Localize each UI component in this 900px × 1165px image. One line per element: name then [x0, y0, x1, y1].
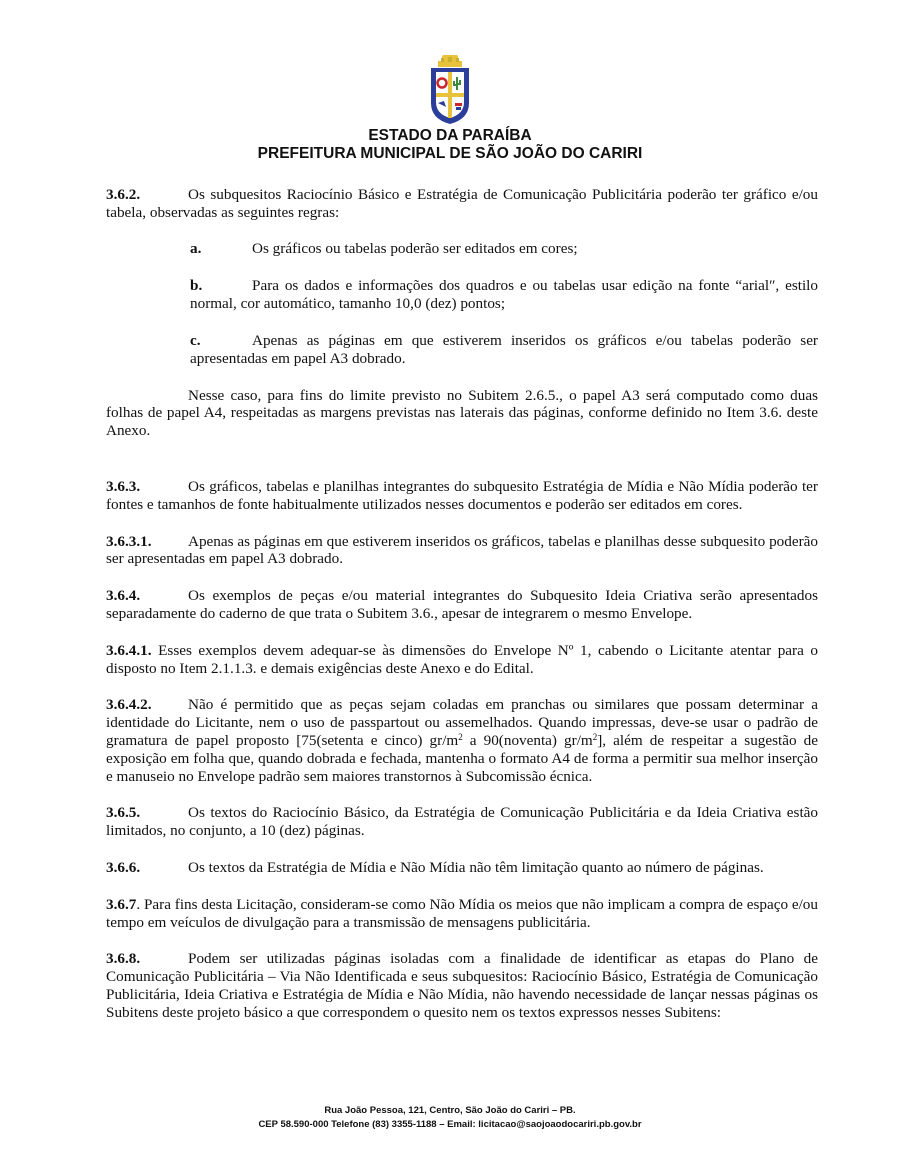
section-3-6-4-1	[106, 642, 818, 678]
footer-contact: CEP 58.590-000 Telefone (83) 3355-1188 – Email: licitacao@saojoaodocariri.pb.gov.br	[258, 1119, 642, 1130]
section-3-6-5	[106, 804, 818, 840]
rule-b	[190, 277, 818, 313]
rule-text: Apenas as páginas em que estiverem inseridos os gráficos e/ou tabelas poderão ser apresentadas em papel A3 dobrado.	[190, 331, 818, 367]
section-3-6-6	[106, 859, 818, 877]
section-3-6-3	[106, 478, 818, 514]
section-number: 3.6.6.	[106, 858, 141, 876]
section-text: Os gráficos, tabelas e planilhas integrantes do subquesito Estratégia de Mídia e Não Mídia poderão ter fontes e tamanhos de fonte habitualmente utilizados nesses documentos e poderão ser editados em cores.	[106, 477, 818, 513]
superscript-2: 2	[458, 731, 463, 742]
section-3-6-4	[106, 587, 818, 623]
section-text-c: ], além de respeitar a sugestão de exposição em folha que, quando dobrada e fechada, mantenha o formato A4 de forma a permitir sua melhor inserção e manuseio no Envelope padrão sem maiores transtornos à Subcomissão écnica.	[106, 731, 818, 785]
section-text: Os textos da Estratégia de Mídia e Não Mídia não têm limitação quanto ao número de páginas.	[188, 858, 764, 876]
section-text: Esses exemplos devem adequar-se às dimensões do Envelope Nº 1, cabendo o Licitante atentar para o disposto no Item 2.1.1.3. e demais exigências deste Anexo e do Edital.	[106, 641, 818, 677]
section-text: Os exemplos de peças e/ou material integrantes do Subquesito Ideia Criativa serão apresentados separadamente do caderno de que trata o Subitem 3.6., apesar de integrarem o mesmo Envelope.	[106, 587, 818, 622]
rule-a	[190, 240, 818, 258]
rule-text: Para os dados e informações dos quadros e ou tabelas usar edição na fonte “arial″, estilo normal, cor automático, tamanho 10,0 (dez) pontos;	[190, 277, 818, 313]
section-number: 3.6.8.	[106, 950, 141, 968]
municipal-crest-icon	[428, 55, 472, 125]
footer-address: Rua João Pessoa, 121, Centro, São João do Cariri – PB.	[324, 1105, 576, 1116]
section-number: 3.6.3.	[106, 477, 141, 495]
section-text-b: a 90(noventa) gr/m	[462, 731, 593, 749]
section-number: 3.6.5.	[106, 804, 141, 822]
section-text-a: Não é permitido que as peças sejam coladas em pranchas ou similares que possam determinar a identidade do Licitante, nem o uso de passpartout ou assemelhados. Quando impressas, deve-se usar o padrão de gramatura de papel proposto [75(setenta e cinco) gr/m	[106, 696, 818, 749]
section-3-6-7	[106, 896, 818, 932]
document-footer	[0, 1104, 900, 1132]
section-3-6-3-1	[106, 533, 818, 569]
section-3-6-8	[106, 950, 818, 1021]
document-body	[106, 186, 818, 1022]
section-text: Podem ser utilizadas páginas isoladas com a finalidade de identificar as etapas do Plano de Comunicação Publicitária – Via Não Identificada e seus subquesitos: Raciocínio Básico, Estratégia de Comunicação Publicitária, Ideia Criativa e Estratégia de Mídia e Não Mídia, não havendo necessidade de lançar nessas páginas os Subitens deste projeto básico a que correspondem o quesito nem os textos expressos nesses Subitens:	[106, 950, 818, 1021]
rule-letter: b.	[190, 277, 203, 295]
section-3-6-2	[106, 186, 818, 222]
header-state: ESTADO DA PARAÍBA	[368, 127, 532, 144]
section-number: 3.6.4.	[106, 587, 141, 605]
paragraph-nesse-caso: Nesse caso, para fins do limite previsto no Subitem 2.6.5., o papel A3 será computado como duas folhas de papel A4, respeitadas as margens previstas nas laterais das páginas, conforme definido no Item 3.6. deste Anexo.	[106, 386, 818, 440]
section-text: Os textos do Raciocínio Básico, da Estratégia de Comunicação Publicitária e da Ideia Criativa estão limitados, no conjunto, a 10 (dez) páginas.	[106, 804, 818, 840]
rule-letter: c.	[190, 331, 201, 349]
section-text: . Para fins desta Licitação, consideram-se como Não Mídia os meios que não implicam a compra de espaço e/ou tempo em veículos de divulgação para a transmissão de mensagens publicitária.	[106, 895, 818, 931]
section-number: 3.6.3.1.	[106, 532, 152, 550]
document-header	[0, 127, 900, 163]
section-number: 3.6.7	[106, 895, 137, 913]
rule-text: Os gráficos ou tabelas poderão ser editados em cores;	[252, 239, 578, 257]
section-number: 3.6.4.2.	[106, 696, 152, 714]
superscript-2: 2	[592, 731, 598, 742]
header-prefecture: PREFEITURA MUNICIPAL DE SÃO JOÃO DO CARIRI	[257, 145, 643, 162]
section-3-6-4-2	[106, 696, 818, 785]
section-text: Apenas as páginas em que estiverem inseridos os gráficos, tabelas e planilhas desse subquesito poderão ser apresentadas em papel A3 dobrado.	[106, 532, 818, 568]
rule-letter: a.	[190, 239, 202, 257]
section-text: Os subquesitos Raciocínio Básico e Estratégia de Comunicação Publicitária poderão ter gráfico e/ou tabela, observadas as seguintes regras:	[106, 186, 818, 221]
section-number: 3.6.4.1.	[106, 641, 152, 659]
section-number: 3.6.2.	[106, 186, 141, 203]
rule-c	[190, 332, 818, 368]
